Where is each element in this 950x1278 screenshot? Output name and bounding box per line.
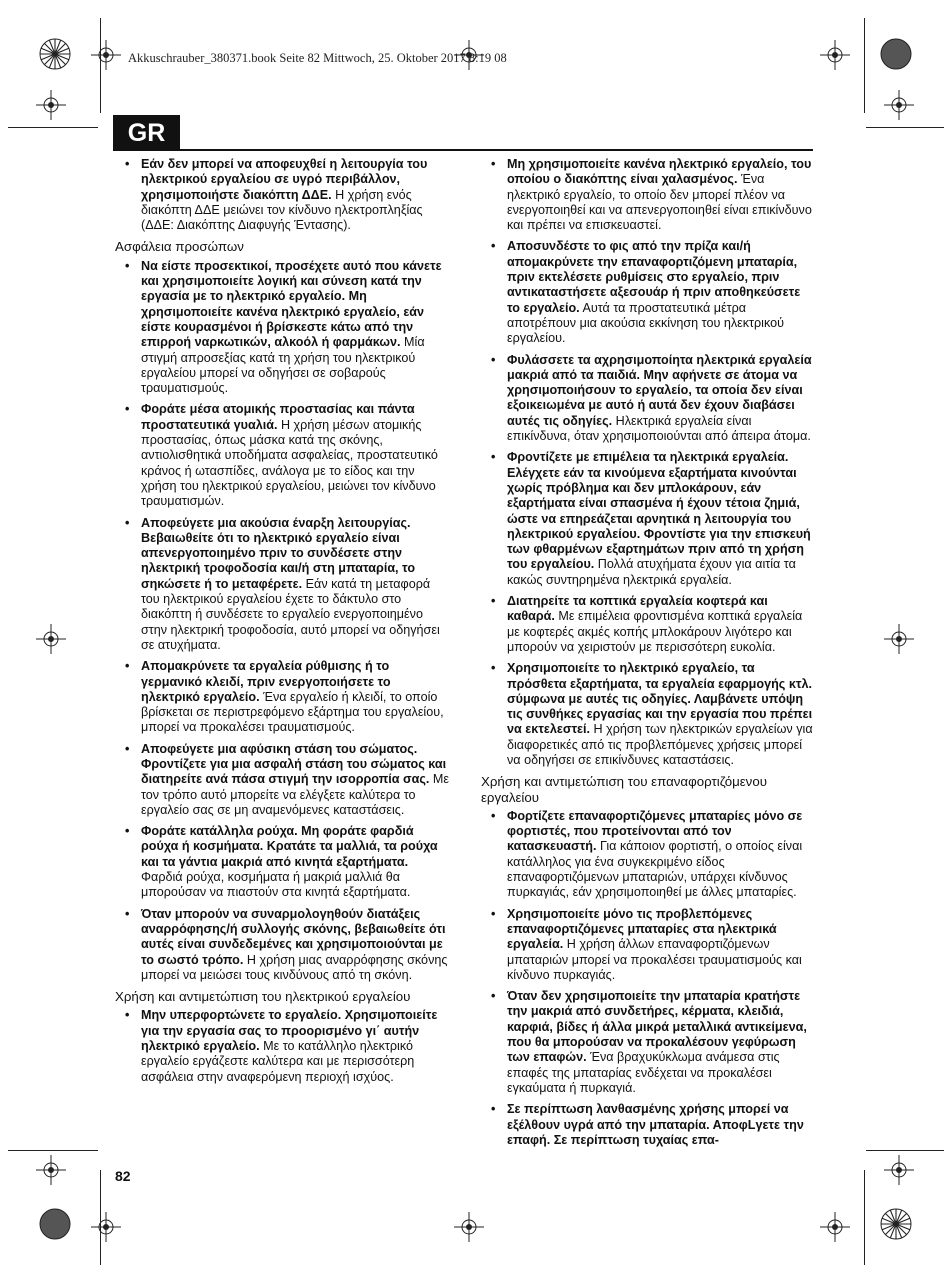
list-item: • Όταν μπορούν να συναρμολογηθούν διατάξεις αναρρόφησης/ή συλλογής σκόνης, βεβαιωθείτε ότι αυτές είναι συνδεδεμένες και χρησιμοποιούνται με το σωστό τρόπο. Η χρήση μιας αναρρόφησης σκόνης μπορεί να μειώσει τους κινδύνους από τη σκόνη. [115, 907, 450, 983]
crosshair-mark-icon [820, 1212, 850, 1242]
crosshair-mark-icon [820, 40, 850, 70]
registration-dot-icon [880, 38, 912, 70]
list-item: • Φορτίζετε επαναφορτιζόμενες μπαταρίες μόνο σε φορτιστές, που προτείνονται από τον κατασκευαστή. Για κάποιον φορτιστή, ο οποίος είναι κατάλληλος για ένα συγκεκριμένο είδος επαναφορτιζόμενων μπαταριών, υπάρχει κίνδυνος πυρκαγιάς, εάν χρησιμοποιηθεί με άλλες μπαταρίες. [481, 809, 814, 901]
registration-sunburst-icon [880, 1208, 912, 1240]
header-rule [180, 149, 813, 151]
list-item: • Φυλάσσετε τα αχρησιμοποίητα ηλεκτρικά εργαλεία μακριά από τα παιδιά. Μην αφήνετε σε άτομα να χρησιμοποιήσουν το εργαλείο, τα οποία δεν είναι εξοικειωμένα με αυτό ή αυτά δεν έχουν διαβάσει αυτές τις οδηγίες. Ηλεκτρικά εργαλεία είναι επικίνδυνα, όταν χρησιμοποιούνται από άπειρα άτομα. [481, 353, 814, 445]
section-heading: Ασφάλεια προσώπων [115, 239, 244, 255]
list-item: • Χρησιμοποιείτε το ηλεκτρικό εργαλείο, τα πρόσθετα εξαρτήματα, τα εργαλεία εφαρμογής κτλ. σύμφωνα με αυτές τις οδηγίες. Λαμβάνετε υπόψη τις συνθήκες εργασίας και την εργασία που πρέπει να εκτελεστεί. Η χρήση των ηλεκτρικών εργαλείων για διαφορετικές από τις προβλεπόμενες χρήσεις μπορεί να οδηγήσει σε επικίνδυνες καταστάσεις. [481, 661, 814, 768]
crosshair-mark-icon [884, 624, 914, 654]
crosshair-mark-icon [91, 1212, 121, 1242]
bullet-list [115, 1008, 450, 1084]
bullet-list [481, 809, 814, 1148]
page-number: 82 [115, 1168, 131, 1184]
list-item: • Διατηρείτε τα κοπτικά εργαλεία κοφτερά και καθαρά. Με επιμέλεια φροντισμένα κοπτικά εργαλεία με κοφτερές ακμές κοπής μπλοκάρουν λιγότερο και μπορούν να χειριστούν με περισσότερη ευκολία. [481, 594, 814, 655]
list-item: • Εάν δεν μπορεί να αποφευχθεί η λειτουργία του ηλεκτρικού εργαλείου σε υγρό περιβάλλον, χρησιμοποιήστε διακόπτη ΔΔΕ. Η χρήση ενός διακόπτη ΔΔΕ μειώνει τον κίνδυνο ηλεκτροπληξίας (ΔΔΕ: Διακόπτης Διαφυγής Έντασης). [115, 157, 450, 233]
trim-line [100, 1170, 101, 1265]
list-item: • Όταν δεν χρησιμοποιείτε την μπαταρία κρατήστε την μακριά από συνδετήρες, κέρματα, κλειδιά, καρφιά, βίδες ή άλλα μικρά μεταλλικά αντικείμενα, που θα μπορούσαν να προκαλέσουν γεφύρωση των επαφών. Ένα βραχυκύκλωμα ανάμεσα στις επαφές της μπαταρίας ενδέχεται να προκαλέσει εγκαύματα ή πυρκαγιά. [481, 989, 814, 1096]
list-item: • Να είστε προσεκτικοί, προσέχετε αυτό που κάνετε και χρησιμοποιείτε λογική και σύνεση κατά την εργασία με το ηλεκτρικό εργαλείο. Μη χρησιμοποιείτε κανένα ηλεκτρικό εργαλείο, εάν είστε κουρασμένοι ή βρίσκεστε κάτω από την επιρροή ναρκωτικών, αλκοόλ ή φαρμάκων. Μία στιγμή απροσεξίας κατά τη χρήση του ηλεκτρικού εργαλείου μπορεί να οδηγήσει σε σοβαρούς τραυματισμούς. [115, 259, 450, 397]
registration-sunburst-icon [39, 38, 71, 70]
list-item: • Χρησιμοποιείτε μόνο τις προβλεπόμενες επαναφορτιζόμενες μπαταρίες στα ηλεκτρικά εργαλεία. Η χρήση άλλων επαναφορτιζόμενων μπαταριών μπορεί να προκαλέσει τραυματισμούς και κίνδυνο πυρκαγιάς. [481, 907, 814, 983]
section-heading: Χρήση και αντιμετώπιση του επαναφορτιζόμενου εργαλείου [481, 774, 767, 805]
list-item: • Αποσυνδέστε το φις από την πρίζα και/ή απομακρύνετε την επαναφορτιζόμενη μπαταρία, πριν εκτελέσετε ρυθμίσεις στο εργαλείο, πριν αντικαταστήσετε αξεσουάρ ή πριν αποθηκεύσετε το εργαλείο. Αυτά τα προστατευτικά μέτρα αποτρέπουν μια ακούσια εκκίνηση του ηλεκτρικού εργαλείου. [481, 239, 814, 346]
registration-dot-icon [39, 1208, 71, 1240]
crosshair-mark-icon [36, 624, 66, 654]
list-item: • Φροντίζετε με επιμέλεια τα ηλεκτρικά εργαλεία. Ελέγχετε εάν τα κινούμενα εξαρτήματα κινούνται χωρίς πρόβλημα και δεν μπλοκάρουν, εάν εξαρτήματα είναι σπασμένα ή έχουν τέτοια ζημιά, ώστε να επηρεάζεται αρνητικά η λειτουργία του ηλεκτρικού εργαλείου. Φροντίστε για την επισκευή των φθαρμένων εξαρτημάτων πριν από τη χρήση του εργαλείου. Πολλά ατυχήματα έχουν για αιτία τα κακώς συντηρημένα ηλεκτρικά εργαλεία. [481, 450, 814, 588]
bullet-list [115, 157, 450, 233]
crosshair-mark-icon [91, 40, 121, 70]
trim-line [866, 127, 944, 128]
trim-line [100, 18, 101, 113]
trim-line [866, 1150, 944, 1151]
list-item: • Σε περίπτωση λανθασμένης χρήσης μπορεί να εξέλθουν υγρά από την μπαταρία. ΑποφLγετε την επαφή. Σε περίπτωση τυχαίας επα- [481, 1102, 814, 1148]
list-item: • Αποφεύγετε μια αφύσικη στάση του σώματος. Φροντίζετε για μια ασφαλή στάση του σώματος και διατηρείτε ανά πάσα στιγμή την ισορροπία σας. Με τον τρόπο αυτό μπορείτε να ελέγξετε καλύτερα το εργαλείο σας σε μη αναμενόμενες καταστάσεις. [115, 742, 450, 818]
right-column [481, 157, 814, 1154]
list-item: • Φοράτε κατάλληλα ρούχα. Μη φοράτε φαρδιά ρούχα ή κοσμήματα. Κρατάτε τα μαλλιά, τα ρούχα και τα γάντια μακριά από κινητά εξαρτήματα. Φαρδιά ρούχα, κοσμήματα ή μακριά μαλλιά θα μπορούσαν να πιαστούν στα κινητά εξαρτήματα. [115, 824, 450, 900]
crosshair-mark-icon [36, 1155, 66, 1185]
crosshair-mark-icon [36, 90, 66, 120]
crosshair-mark-icon [884, 90, 914, 120]
list-item: • Μη χρησιμοποιείτε κανένα ηλεκτρικό εργαλείο, του οποίου ο διακόπτης είναι χαλασμένος. Ένα ηλεκτρικό εργαλείο, το οποίο δεν μπορεί πλέον να ενεργοποιηθεί και να απενεργοποιηθεί είναι επικίνδυνο και πρέπει να επισκευαστεί. [481, 157, 814, 233]
section-heading: Χρήση και αντιμετώπιση του ηλεκτρικού εργαλείου [115, 989, 411, 1005]
list-item: • Φοράτε μέσα ατομικής προστασίας και πάντα προστατευτικά γυαλιά. Η χρήση μέσων ατομικής προστασίας, όπως μάσκα κατά της σκόνης, αντιολισθητικά υποδήματα ασφαλείας, προστατευτικό κράνος ή ωτασπίδες, ανάλογα με το είδος και την χρήση του ηλεκτρικού εργαλείου, μειώνει τον κίνδυνο τραυματισμών. [115, 402, 450, 509]
trim-line [8, 1150, 98, 1151]
bullet-list [481, 157, 814, 768]
bullet-list [115, 259, 450, 983]
trim-line [8, 127, 98, 128]
trim-line [864, 18, 865, 113]
list-item: • Αποφεύγετε μια ακούσια έναρξη λειτουργίας. Βεβαιωθείτε ότι το ηλεκτρικό εργαλείο είναι απενεργοποιημένο πριν το συνδέσετε στην ηλεκτρική τροφοδοσία και/ή στη μπαταρία, το σηκώσετε ή το μεταφέρετε. Εάν κατά τη μεταφορά του ηλεκτρικού εργαλείου έχετε το δάκτυλο στο διακόπτη ή συνδέσετε το εργαλείο ενεργοποιημένο στην ηλεκτρική τροφοδοσία, αυτό μπορεί να οδηγήσει σε ατυχήματα. [115, 516, 450, 654]
trim-line [864, 1170, 865, 1265]
crosshair-mark-icon [454, 1212, 484, 1242]
list-item: • Μην υπερφορτώνετε το εργαλείο. Χρησιμοποιείτε για την εργασία σας το προορισμένο γι΄ αυτήν ηλεκτρικό εργαλείο. Με το κατάλληλο ηλεκτρικό εργαλείο εργάζεστε καλύτερα και με περισσότερη ασφάλεια στην αναφερόμενη περιοχή ισχύος. [115, 1008, 450, 1084]
language-badge: GR [113, 115, 180, 151]
crosshair-mark-icon [884, 1155, 914, 1185]
print-header: Akkuschrauber_380371.book Seite 82 Mittwoch, 25. Oktober 2017 8:19 08 [128, 51, 507, 65]
left-column [115, 157, 450, 1091]
list-item: • Απομακρύνετε τα εργαλεία ρύθμισης ή το γερμανικό κλειδί, πριν ενεργοποιήσετε το ηλεκτρικό εργαλείο. Ένα εργαλείο ή κλειδί, το οποίο βρίσκεται σε περιστρεφόμενο εξάρτημα του εργαλείου, μπορεί να προκαλέσει τραυματισμούς. [115, 659, 450, 735]
